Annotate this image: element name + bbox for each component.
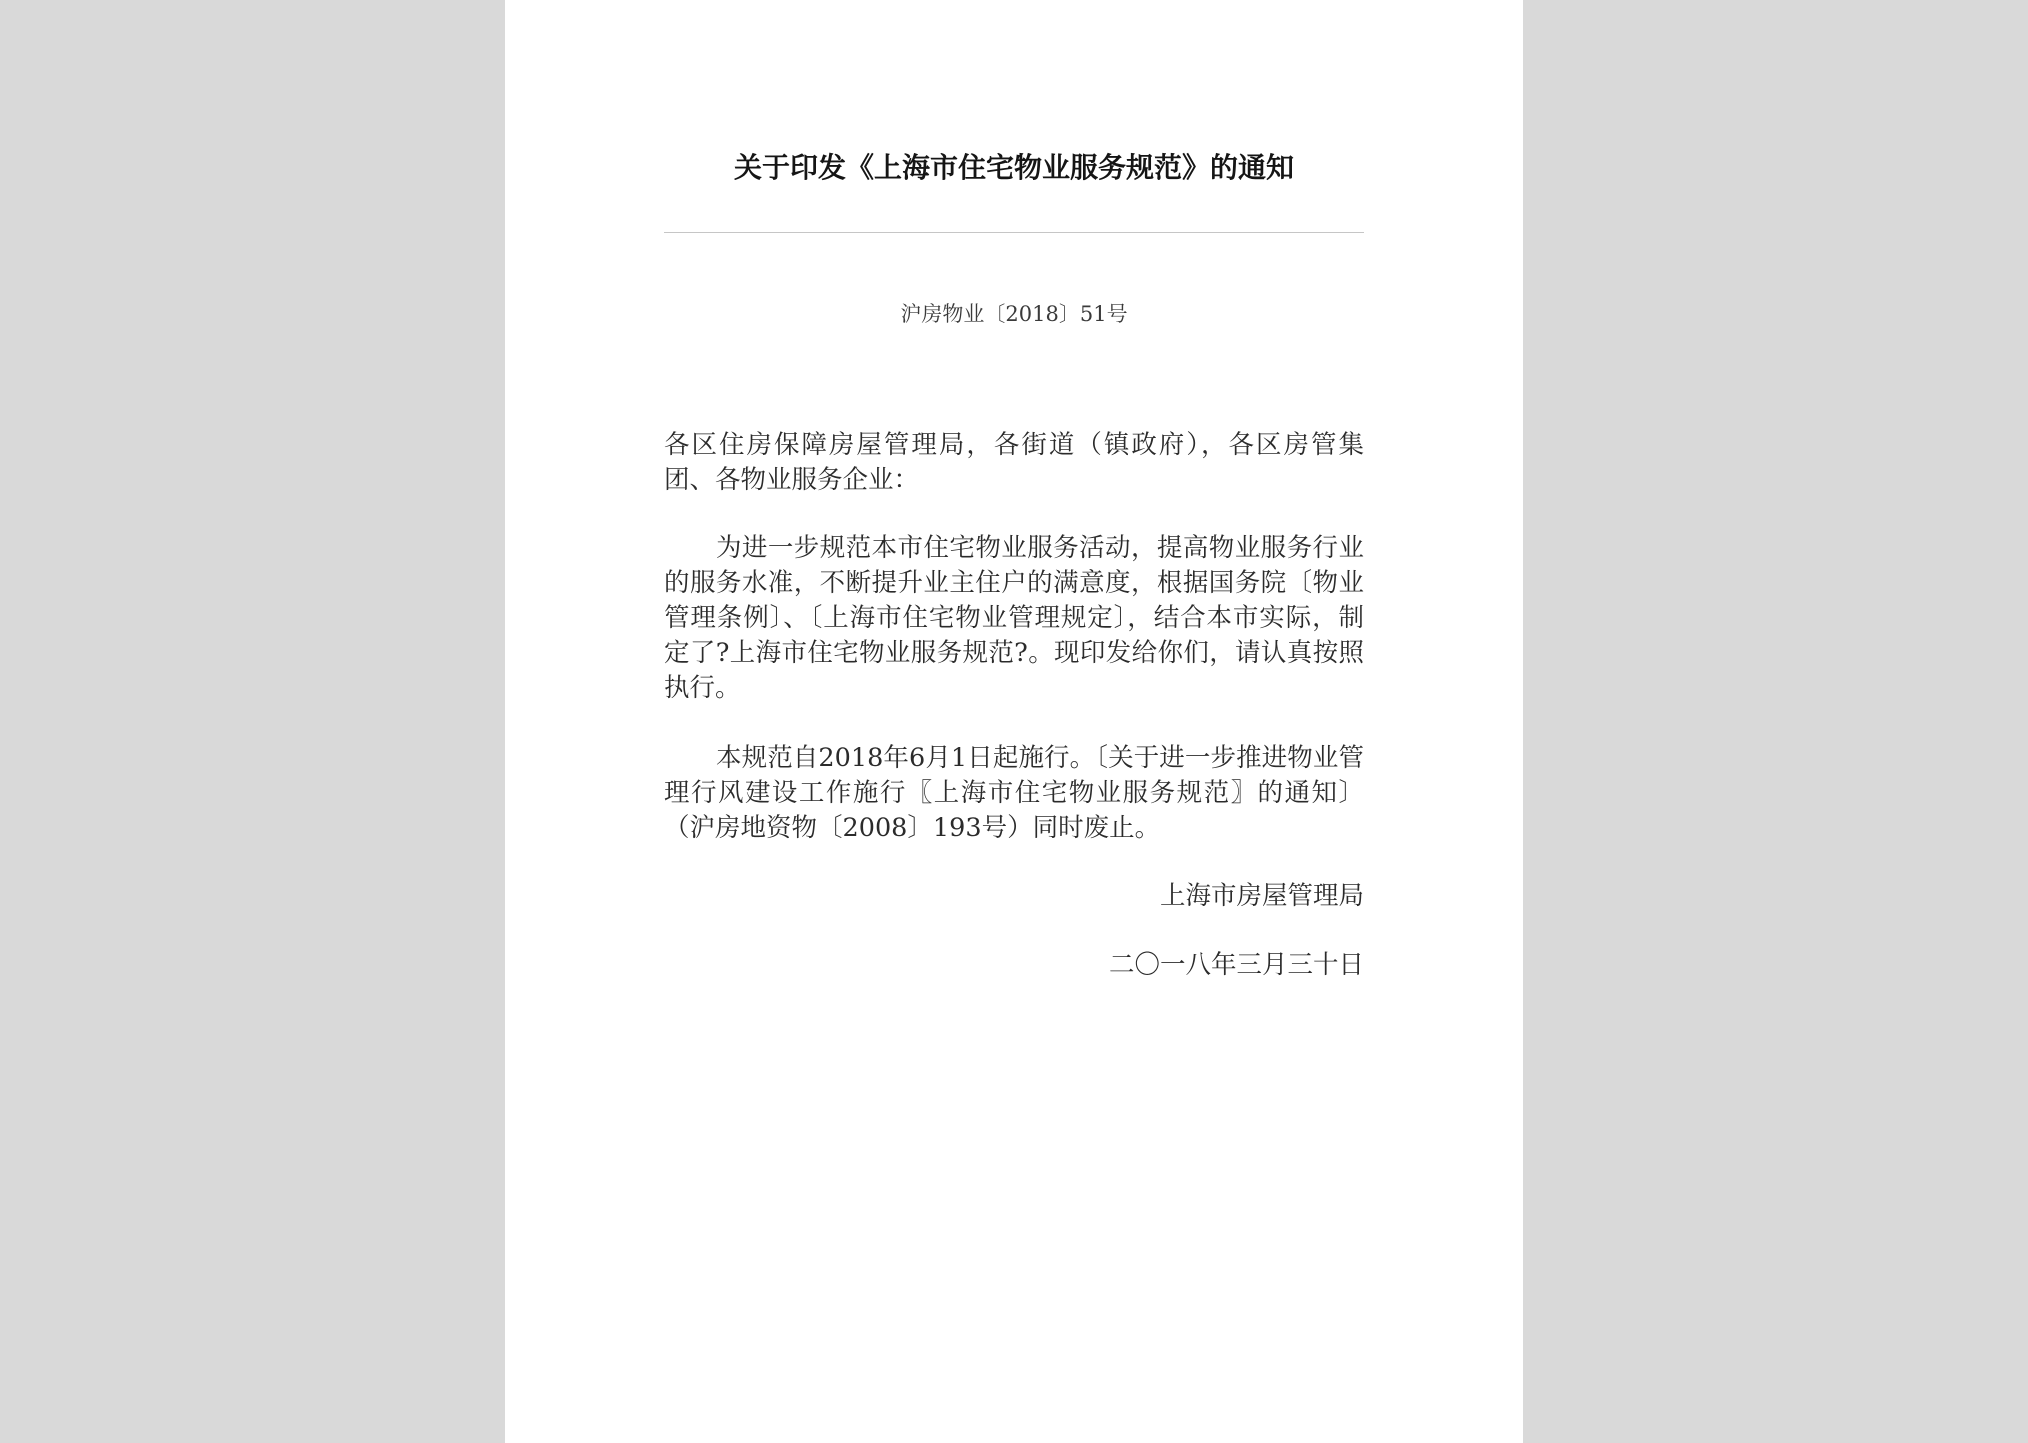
body-paragraph-2: 本规范自2018年6月1日起施行。〔关于进一步推进物业管理行风建设工作施行〖上海市住宅物业服务规范〗的通知〕（沪房地资物〔2008〕193号）同时废止。 xyxy=(664,743,1364,843)
signatory: 上海市房屋管理局 xyxy=(1159,881,1364,911)
issue-date: 二〇一八年三月三十日 xyxy=(1108,950,1364,980)
document-page xyxy=(505,0,1523,1443)
body-paragraph-1: 为进一步规范本市住宅物业服务活动，提高物业服务行业的服务水准，不断提升业主住户的满意度，根据国务院〔物业管理条例〕、〔上海市住宅物业管理规定〕，结合本市实际，制 定了?上海市住宅物业服务规范?。现印发给你们，请认真按照执行。 xyxy=(664,533,1364,703)
document-number: 沪房物业〔2018〕51号 xyxy=(900,302,1128,326)
document-title: 关于印发《上海市住宅物业服务规范》的通知 xyxy=(733,151,1294,184)
title-divider xyxy=(664,232,1364,233)
addressee-paragraph: 各区住房保障房屋管理局，各街道（镇政府），各区房管集团、各物业服务企业： xyxy=(664,430,1364,495)
